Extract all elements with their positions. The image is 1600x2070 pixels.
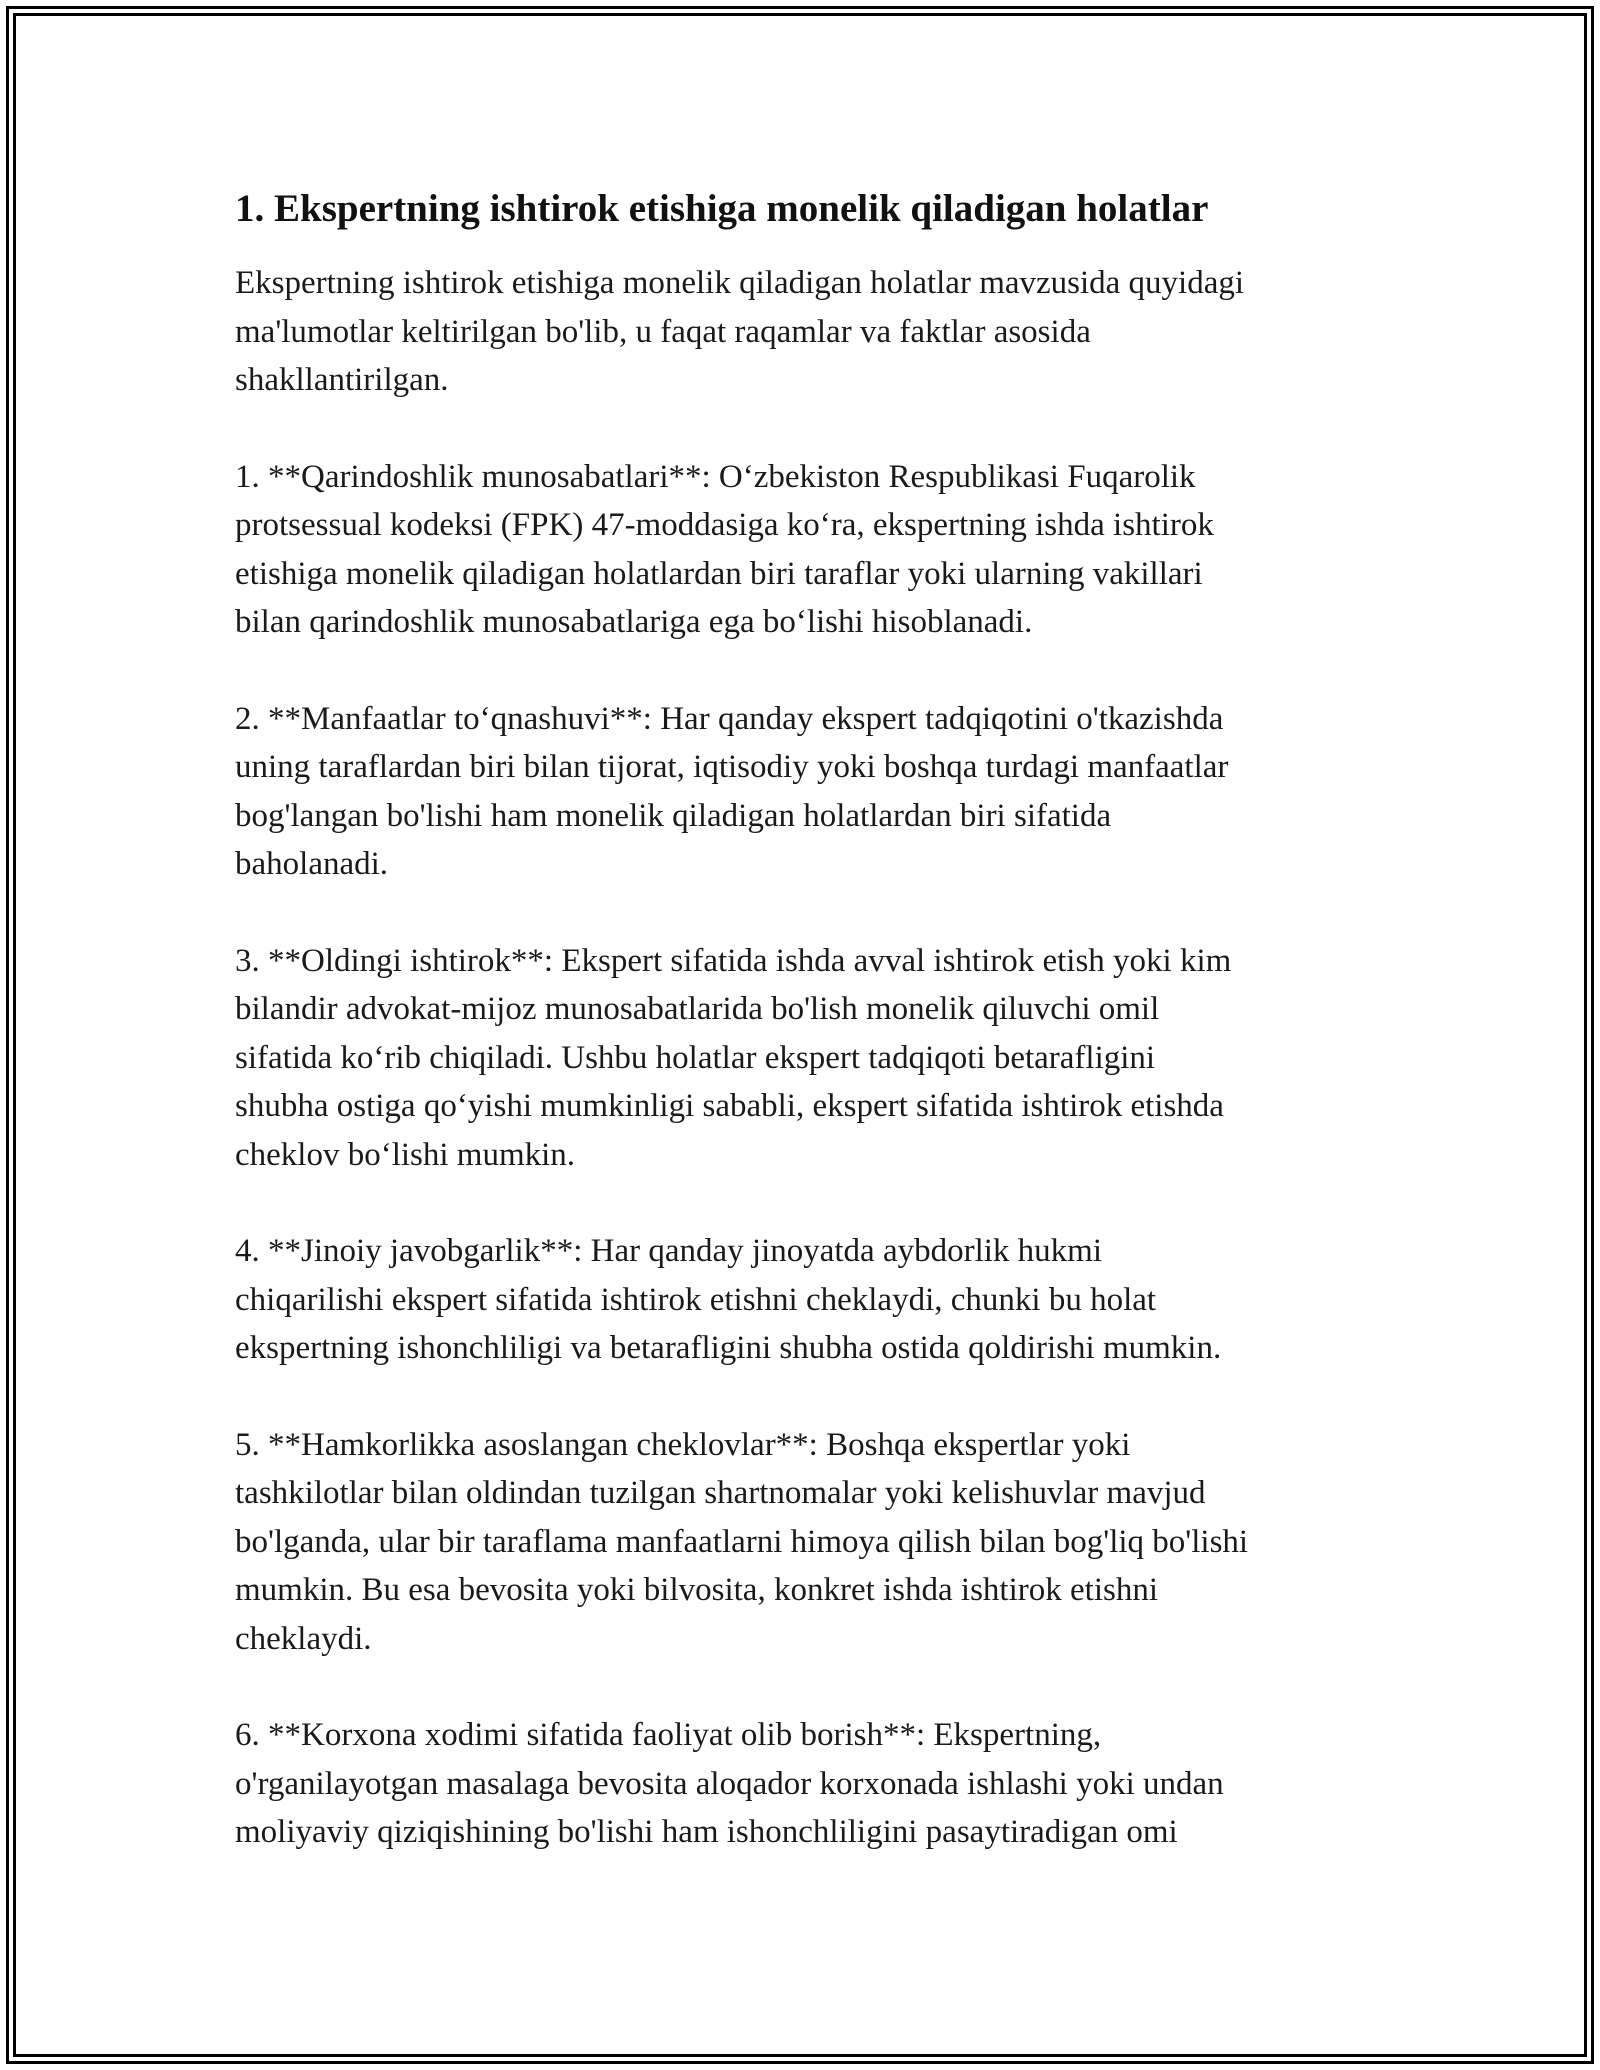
list-item-5-paragraph (235, 1421, 1375, 1664)
text-line: shakllantirilgan. (235, 362, 449, 398)
text-line: Ekspertning ishtirok etishiga monelik qiladigan holatlar mavzusida quyidagi (235, 265, 1245, 301)
text-line: cheklov bo‘lishi mumkin. (235, 1136, 576, 1173)
text-line: mumkin. Bu esa bevosita yoki bilvosita, konkret ishda ishtirok etishni (235, 1572, 1159, 1608)
text-line: o'rganilayotgan masalaga bevosita aloqador korxonada ishlashi yoki undan (235, 1765, 1224, 1802)
text-line: shubha ostiga qo‘yishi mumkinligi sababli, ekspert sifatida ishtirok etishda (235, 1088, 1224, 1124)
text-line: bilandir advokat-mijoz munosabatlarida bo'lish monelik qiluvchi omil (235, 991, 1160, 1027)
text-line: 1. **Qarindoshlik munosabatlari**: O‘zbekiston Respublikasi Fuqarolik (235, 458, 1196, 495)
text-line: moliyaviy qiziqishining bo'lishi ham ishonchliligini pasaytiradigan omi (235, 1814, 1178, 1850)
text-line: cheklaydi. (235, 1620, 372, 1657)
text-line: tashkilotlar bilan oldindan tuzilgan shartnomalar yoki kelishuvlar mavjud (235, 1475, 1206, 1511)
text-line: 6. **Korxona xodimi sifatida faoliyat olib borish**: Ekspertning, (235, 1717, 1102, 1753)
list-item-3-paragraph (235, 937, 1375, 1180)
text-line: 5. **Hamkorlikka asoslangan cheklovlar**: Boshqa ekspertlar yoki (235, 1426, 1131, 1463)
text-line: 4. **Jinoiy javobgarlik**: Har qanday jinoyatda aybdorlik hukmi (235, 1233, 1103, 1269)
text-line: bo'lganda, ular bir taraflama manfaatlarni himoya qilish bilan bog'liq bo'lishi (235, 1523, 1249, 1560)
text-line: ekspertning ishonchliligi va betarafligini shubha ostida qoldirishi mumkin. (235, 1330, 1222, 1366)
text-line: 3. **Oldingi ishtirok**: Ekspert sifatida ishda avval ishtirok etish yoki kim (235, 942, 1232, 979)
text-line: 2. **Manfaatlar to‘qnashuvi**: Har qanday ekspert tadqiqotini o'tkazishda (235, 700, 1224, 737)
page-title: 1. Ekspertning ishtirok etishiga monelik qiladigan holatlar (235, 187, 1209, 230)
text-line: etishiga monelik qiladigan holatlardan biri taraflar yoki ularning vakillari (235, 555, 1203, 592)
list-item-4-paragraph (235, 1227, 1375, 1373)
text-line: baholanadi. (235, 846, 389, 882)
text-line: ma'lumotlar keltirilgan bo'lib, u faqat raqamlar va faktlar asosida (235, 313, 1091, 350)
intro-paragraph (235, 259, 1375, 405)
text-line: sifatida ko‘rib chiqiladi. Ushbu holatlar ekspert tadqiqoti betarafligini (235, 1039, 1156, 1076)
list-item-2-paragraph (235, 695, 1375, 889)
text-line: chiqarilishi ekspert sifatida ishtirok etishni cheklaydi, chunki bu holat (235, 1281, 1157, 1318)
list-item-6-paragraph (235, 1711, 1375, 1857)
document-body (235, 185, 1375, 1905)
text-line: uning taraflardan biri bilan tijorat, iqtisodiy yoki boshqa turdagi manfaatlar (235, 749, 1229, 785)
list-item-1-paragraph (235, 453, 1375, 647)
text-line: protsessual kodeksi (FPK) 47-moddasiga ko‘ra, ekspertning ishda ishtirok (235, 507, 1214, 543)
text-line: bog'langan bo'lishi ham monelik qiladigan holatlardan biri sifatida (235, 797, 1112, 834)
text-line: bilan qarindoshlik munosabatlariga ega bo‘lishi hisoblanadi. (235, 604, 1033, 640)
